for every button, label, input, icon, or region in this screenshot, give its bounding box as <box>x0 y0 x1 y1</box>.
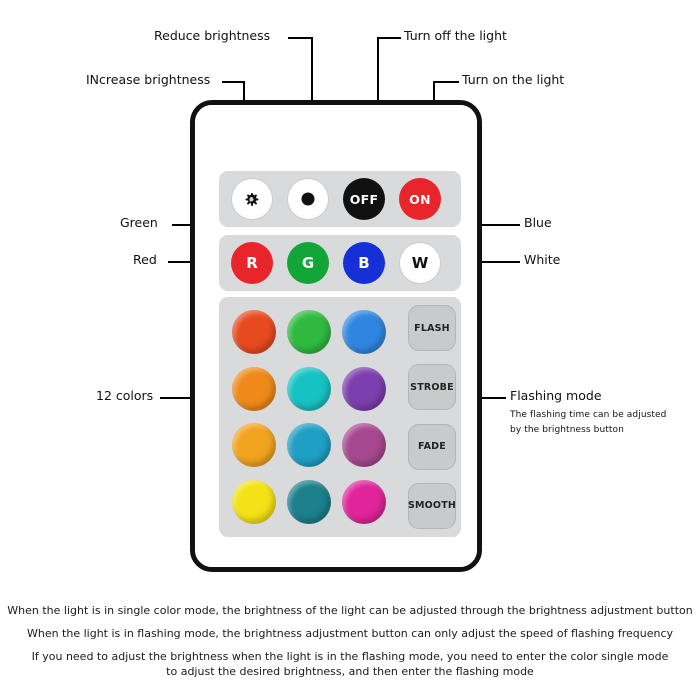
smooth-button[interactable]: SMOOTH <box>408 483 456 529</box>
color-button[interactable] <box>287 423 331 467</box>
note-line-2: When the light is in flashing mode, the brightness adjustment button can only adjust the speed of flashing frequency <box>26 626 674 640</box>
power-on-button[interactable]: ON <box>399 178 441 220</box>
power-off-button[interactable]: OFF <box>343 178 385 220</box>
callout-increase-brightness: INcrease brightness <box>86 72 211 87</box>
callout-flashing-mode: Flashing mode <box>510 388 602 403</box>
color-button[interactable] <box>287 480 331 524</box>
callout-flashing-note-2: by the brightness button <box>510 425 624 435</box>
flashing-mode-panel <box>403 297 461 537</box>
leader-increase-brightness-h <box>222 81 244 83</box>
brightness-power-panel <box>219 171 461 227</box>
leader-turn-off-h <box>377 37 401 39</box>
callout-flashing-note-1: The flashing time can be adjusted <box>510 410 667 420</box>
blue-button[interactable]: B <box>343 242 385 284</box>
note-line-4: to adjust the desired brightness, and then enter the flashing mode <box>166 665 534 679</box>
callout-turn-off: Turn off the light <box>404 28 507 43</box>
leader-turn-on-h <box>434 81 459 83</box>
callout-white: White <box>524 252 561 267</box>
color-button[interactable] <box>287 310 331 354</box>
color-button[interactable] <box>232 423 276 467</box>
callout-green: Green <box>120 215 158 230</box>
red-button[interactable]: R <box>231 242 273 284</box>
color-button[interactable] <box>232 310 276 354</box>
callout-turn-on: Turn on the light <box>462 72 565 87</box>
callout-12-colors: 12 colors <box>96 388 154 403</box>
color-button[interactable] <box>232 480 276 524</box>
callout-reduce-brightness: Reduce brightness <box>154 28 271 43</box>
color-button[interactable] <box>342 480 386 524</box>
remote-control <box>190 100 482 572</box>
sun-big-icon <box>295 186 321 212</box>
color-grid <box>229 307 389 527</box>
flash-button[interactable]: FLASH <box>408 305 456 351</box>
note-line-1: When the light is in single color mode, the brightness of the light can be adjusted through the brightness adjustment button <box>7 604 693 617</box>
remote-face <box>195 105 477 567</box>
increase-brightness-button[interactable] <box>287 178 329 220</box>
leader-reduce-brightness-h <box>288 37 312 39</box>
color-button[interactable] <box>342 423 386 467</box>
white-button[interactable]: W <box>399 242 441 284</box>
sun-small-icon <box>239 186 265 212</box>
green-button[interactable]: G <box>287 242 329 284</box>
color-button[interactable] <box>232 367 276 411</box>
color-button[interactable] <box>342 367 386 411</box>
decrease-brightness-button[interactable] <box>231 178 273 220</box>
color-button[interactable] <box>287 367 331 411</box>
fade-button[interactable]: FADE <box>408 424 456 470</box>
callout-red: Red <box>133 252 157 267</box>
strobe-button[interactable]: STROBE <box>408 364 456 410</box>
rgbw-panel <box>219 235 461 291</box>
callout-blue: Blue <box>524 215 552 230</box>
note-line-3: If you need to adjust the brightness when the light is in the flashing mode, you need to enter the color single mode <box>31 649 669 663</box>
color-button[interactable] <box>342 310 386 354</box>
bottom-notes <box>0 604 700 688</box>
